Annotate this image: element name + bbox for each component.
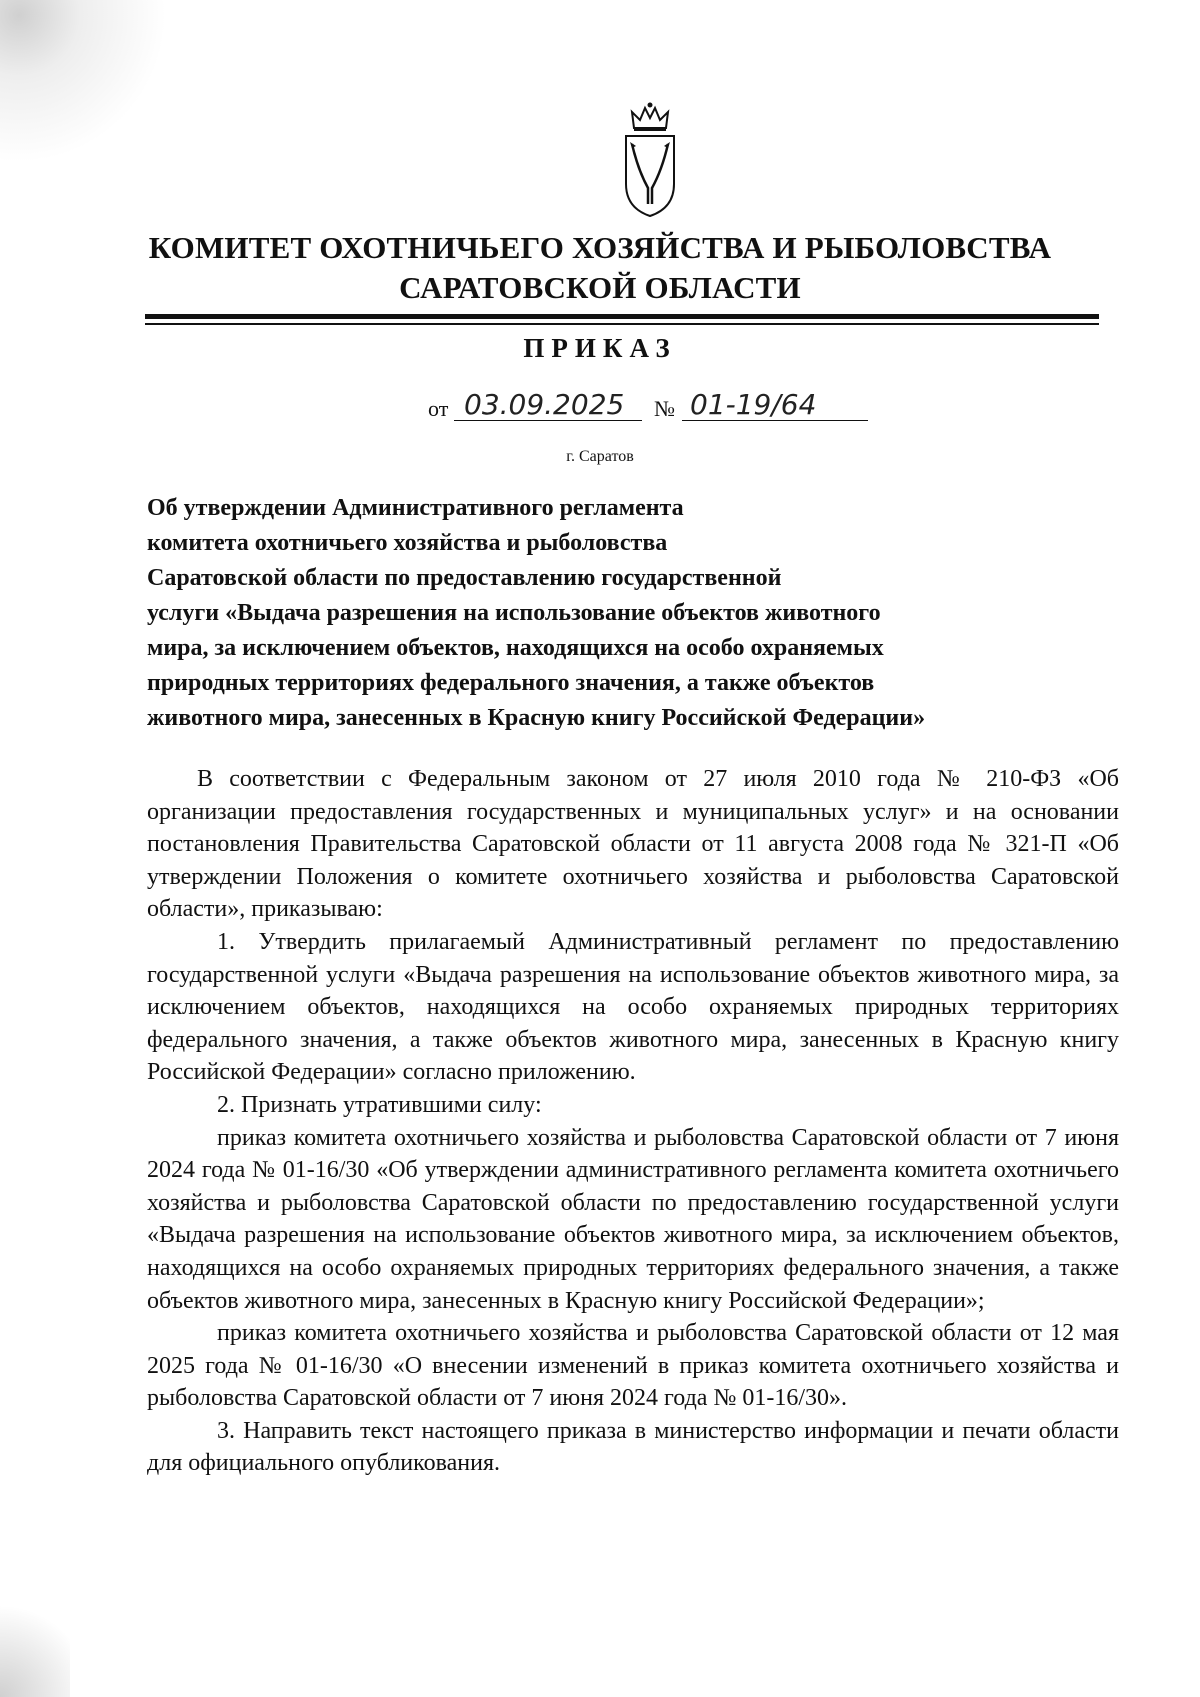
subject-line: мира, за исключением объектов, находящихся на особо охраняемых (147, 635, 884, 661)
preamble-paragraph: В соответствии с Федеральным законом от 27 июля 2010 года № 210-ФЗ «Об организации предоставления государственных и муниципальных услуг» и на основании постановления Правительства Саратовской области от 11 августа 2008 года № 321-П «Об утверждении Положения о комитете охотничьего хозяйства и рыболовства Саратовской области», приказываю: (147, 766, 1119, 923)
number-prefix: № (654, 396, 675, 421)
city-label: г. Саратов (566, 448, 634, 465)
scan-artifact (0, 0, 190, 190)
subject-line: Саратовской области по предоставлению государственной (147, 565, 782, 591)
coat-of-arms-icon (618, 100, 682, 220)
organization-name-line2: САРАТОВСКОЙ ОБЛАСТИ (399, 270, 801, 305)
item-2b-paragraph: приказ комитета охотничьего хозяйства и рыболовства Саратовской области от 12 мая 2025 года № 01-16/30 «О внесении изменений в приказ комитета охотничьего хозяйства и рыболовства Саратовской области от 7 июня 2024 года № 01-16/30». (147, 1320, 1119, 1412)
order-subject (147, 491, 1087, 736)
subject-line: Об утверждении Административного регламента (147, 495, 684, 521)
header-rule-thin (145, 323, 1099, 325)
order-number-handwritten: 01-19/64 (690, 388, 817, 421)
item-1-paragraph: 1. Утвердить прилагаемый Административный регламент по предоставлению государственной услуги «Выдача разрешения на использование объектов животного мира, за исключением объектов, находящихся на особо охраняемых природных территориях федерального значения, а также объектов животного мира, занесенных в Красную книгу Российской Федерации» согласно приложению. (147, 928, 1119, 1086)
order-body (147, 763, 1119, 1480)
item-3-paragraph: 3. Направить текст настоящего приказа в министерство информации и печати области для официального опубликования. (147, 1417, 1119, 1477)
organization-title (140, 228, 1060, 308)
date-prefix: от (428, 396, 449, 421)
subject-line: комитета охотничьего хозяйства и рыболовства (147, 530, 668, 556)
order-date-handwritten: 03.09.2025 (464, 388, 625, 421)
subject-line: животного мира, занесенных в Красную книгу Российской Федерации» (147, 705, 926, 731)
subject-line: природных территориях федерального значения, а также объектов (147, 670, 875, 696)
organization-name-line1: КОМИТЕТ ОХОТНИЧЬЕГО ХОЗЯЙСТВА И РЫБОЛОВСТВА (148, 230, 1052, 265)
item-2a-paragraph: приказ комитета охотничьего хозяйства и рыболовства Саратовской области от 7 июня 2024 года № 01-16/30 «Об утверждении административного регламента комитета охотничьего хозяйства и рыболовства Саратовской области по предоставлению государственной услуги «Выдача разрешения на использование объектов животного мира, за исключением объектов, находящихся на особо охраняемых природных территориях федерального значения, а также объектов животного мира, занесенных в Красную книгу Российской Федерации»; (147, 1124, 1119, 1314)
item-2-paragraph: 2. Признать утратившими силу: (217, 1091, 542, 1118)
header-rule-thick (145, 314, 1099, 319)
subject-line: услуги «Выдача разрешения на использование объектов животного (147, 600, 881, 626)
scan-artifact (0, 1587, 70, 1697)
document-type-title: ПРИКАЗ (523, 333, 677, 363)
